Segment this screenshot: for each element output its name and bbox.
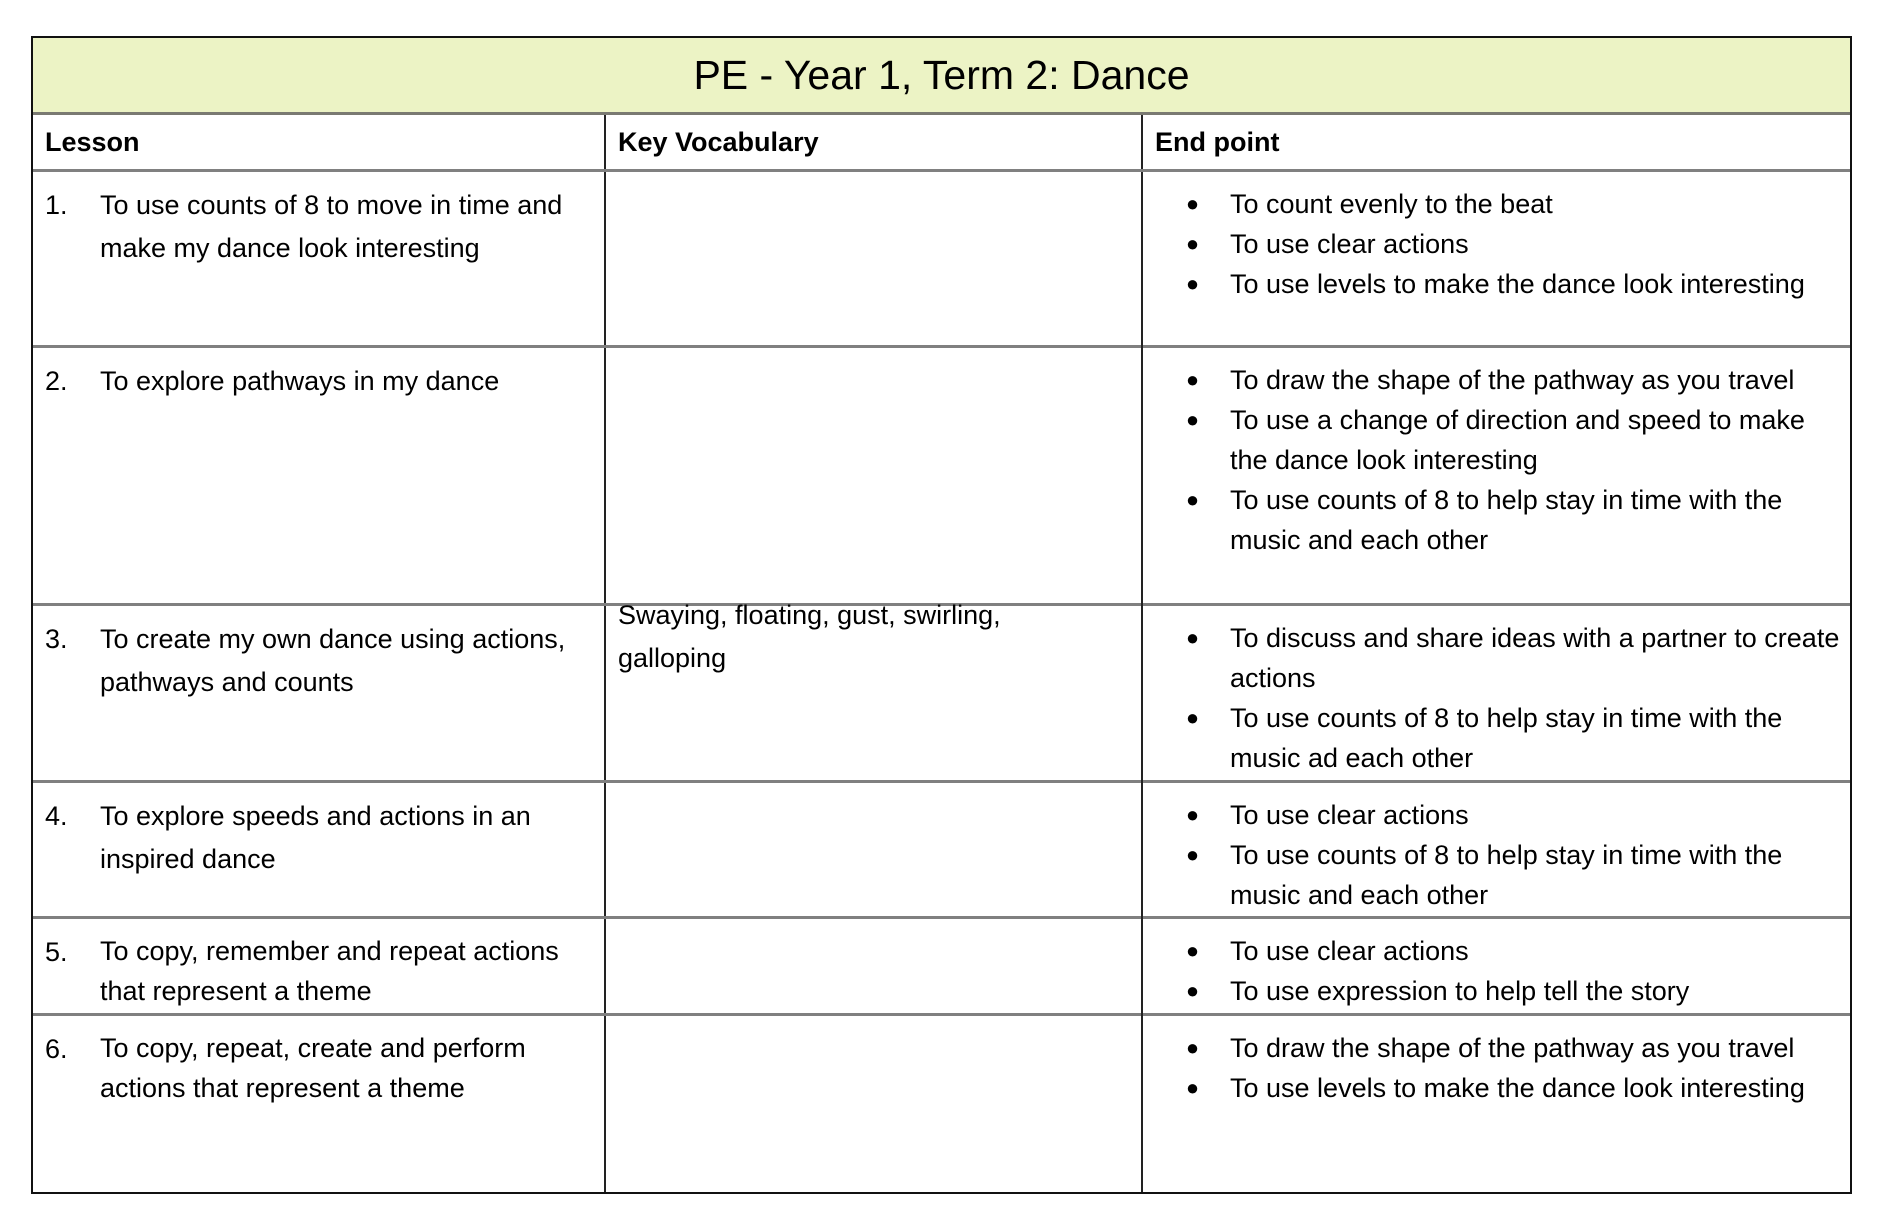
end-point-item: ● To discuss and share ideas with a partner to create actions xyxy=(1155,618,1840,698)
lesson-plan-table xyxy=(31,36,1852,1194)
end-point-item: ● To use levels to make the dance look interesting xyxy=(1155,264,1840,304)
bullet-icon: ● xyxy=(1185,367,1200,392)
bullet-icon: ● xyxy=(1185,625,1200,650)
table-body xyxy=(33,172,1850,1192)
lesson-text: To explore speeds and actions in an inspired dance xyxy=(100,801,531,874)
end-point-item: ● To use levels to make the dance look interesting xyxy=(1155,1068,1840,1108)
key-vocabulary-text: Swaying, floating, gust, swirling, galloping xyxy=(618,600,1001,673)
lesson-text: To explore pathways in my dance xyxy=(100,366,500,396)
bullet-icon: ● xyxy=(1185,802,1200,827)
lesson-cell xyxy=(33,783,606,916)
lesson-cell xyxy=(33,606,606,780)
header-end-point: End point xyxy=(1155,127,1280,157)
end-point-item: ● To use clear actions xyxy=(1155,795,1840,835)
bullet-icon: ● xyxy=(1185,978,1200,1003)
bullet-icon: ● xyxy=(1185,1075,1200,1100)
lesson-cell xyxy=(33,172,606,345)
lesson-text: To copy, repeat, create and perform actions that represent a theme xyxy=(100,1033,526,1103)
end-point-item: ● To draw the shape of the pathway as you travel xyxy=(1155,1028,1840,1068)
end-point-cell xyxy=(1143,783,1850,916)
end-point-item: ● To use counts of 8 to help stay in time with the music and each other xyxy=(1155,835,1840,915)
end-point-item: ● To use counts of 8 to help stay in time with the music ad each other xyxy=(1155,698,1840,778)
lesson-number: 4. xyxy=(45,801,68,831)
lesson-text: To use counts of 8 to move in time and make my dance look interesting xyxy=(100,190,563,263)
lesson-cell xyxy=(33,919,606,1013)
lesson-text: To copy, remember and repeat actions that represent a theme xyxy=(100,936,559,1006)
end-point-item: ● To draw the shape of the pathway as you travel xyxy=(1155,360,1840,400)
end-point-item: ● To use clear actions xyxy=(1155,931,1840,971)
end-point-item: ● To use expression to help tell the story xyxy=(1155,971,1840,1011)
bullet-icon: ● xyxy=(1185,487,1200,512)
end-point-cell xyxy=(1143,1016,1850,1192)
page-title: PE - Year 1, Term 2: Dance xyxy=(33,38,1850,115)
bullet-icon: ● xyxy=(1185,231,1200,256)
bullet-icon: ● xyxy=(1185,191,1200,216)
end-point-cell xyxy=(1143,348,1850,603)
end-point-cell xyxy=(1143,606,1850,780)
bullet-icon: ● xyxy=(1185,271,1200,296)
end-point-cell xyxy=(1143,919,1850,1013)
bullet-icon: ● xyxy=(1185,407,1200,432)
header-row xyxy=(33,115,1850,172)
bullet-icon: ● xyxy=(1185,842,1200,867)
end-point-item: ● To count evenly to the beat xyxy=(1155,184,1840,224)
end-point-item: ● To use counts of 8 to help stay in time with the music and each other xyxy=(1155,480,1840,560)
lesson-cell xyxy=(33,1016,606,1192)
lesson-number: 5. xyxy=(45,937,68,967)
lesson-number: 6. xyxy=(45,1034,68,1064)
bullet-icon: ● xyxy=(1185,1035,1200,1060)
end-point-item: ● To use clear actions xyxy=(1155,224,1840,264)
bullet-icon: ● xyxy=(1185,705,1200,730)
lesson-cell xyxy=(33,348,606,603)
end-point-cell xyxy=(1143,172,1850,345)
header-key-vocabulary: Key Vocabulary xyxy=(606,115,1143,169)
bullet-icon: ● xyxy=(1185,938,1200,963)
lesson-number: 3. xyxy=(45,624,68,654)
end-point-item: ● To use a change of direction and speed to make the dance look interesting xyxy=(1155,400,1840,480)
lesson-number: 2. xyxy=(45,366,68,396)
key-vocabulary-cell xyxy=(606,172,1143,1192)
lesson-number: 1. xyxy=(45,190,68,220)
header-lesson: Lesson xyxy=(33,115,606,169)
lesson-text: To create my own dance using actions, pathways and counts xyxy=(100,624,566,697)
